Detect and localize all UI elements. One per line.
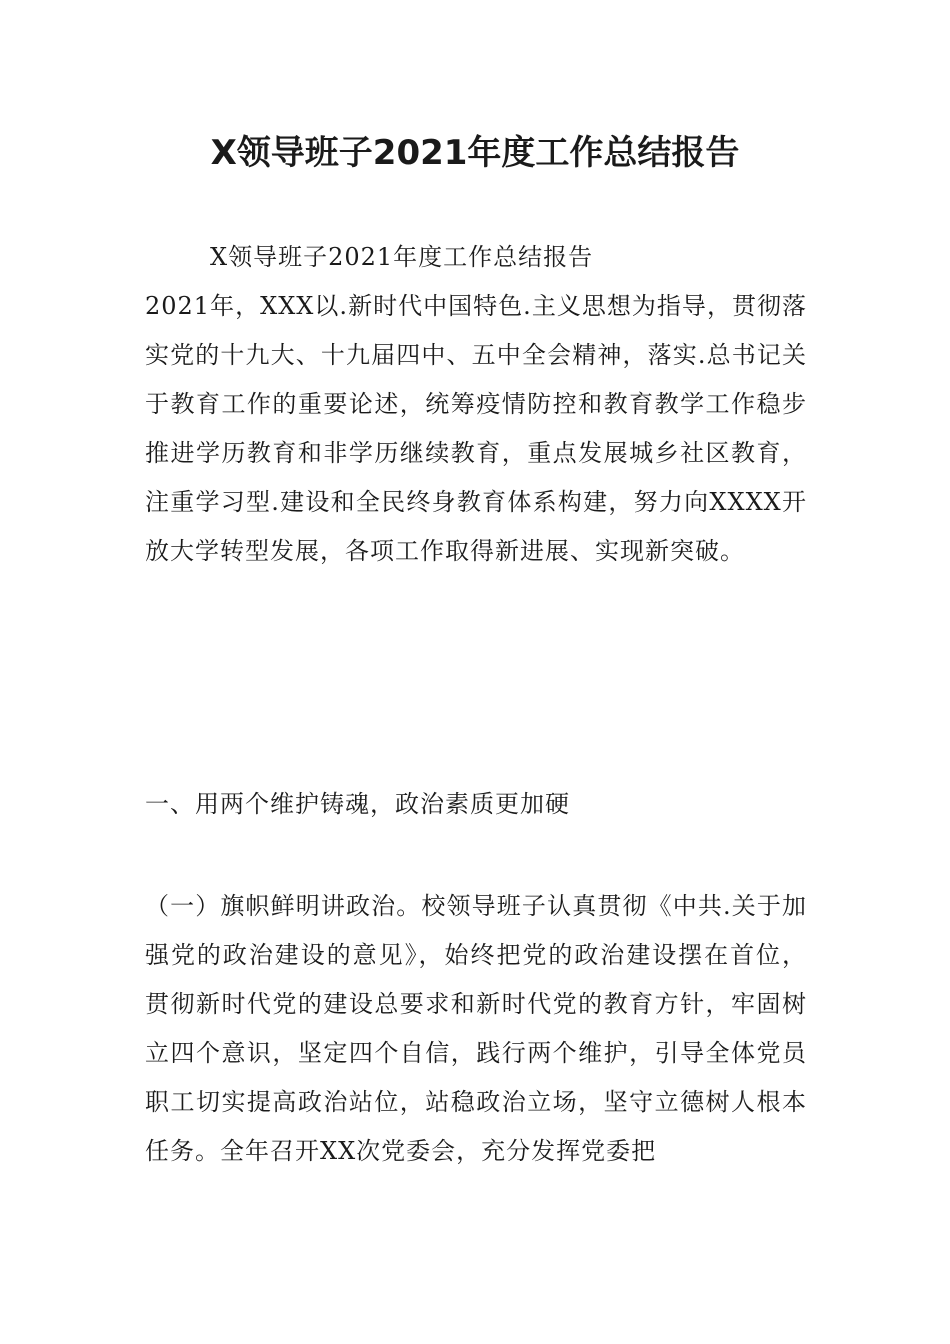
document-subtitle: X领导班子2021年度工作总结报告	[210, 243, 594, 271]
section-heading: 一、用两个维护铸魂，政治素质更加硬	[145, 790, 570, 818]
document-title: X领导班子2021年度工作总结报告	[210, 133, 740, 173]
intro-paragraph: 2021年，XXX以.新时代中国特色.主义思想为指导，贯彻落实党的十九大、十九届四中、五中全会精神，落实.总书记关于教育工作的重要论述，统筹疫情防控和教育教学工作稳步推进学历教育和非学历继续教育，重点发展城乡社区教育，注重学习型.建设和全民终身教育体系构建，努力向XXXX开放大学转型发展，各项工作取得新进展、实现新突破。	[145, 292, 807, 565]
section-paragraph: （一）旗帜鲜明讲政治。校领导班子认真贯彻《中共.关于加强党的政治建设的意见》，始终把党的政治建设摆在首位，贯彻新时代党的建设总要求和新时代党的教育方针，牢固树立四个意识，坚定四个自信，践行两个维护，引导全体党员职工切实提高政治站位，站稳政治立场，坚守立德树人根本任务。全年召开XX次党委会，充分发挥党委把	[145, 892, 807, 1165]
